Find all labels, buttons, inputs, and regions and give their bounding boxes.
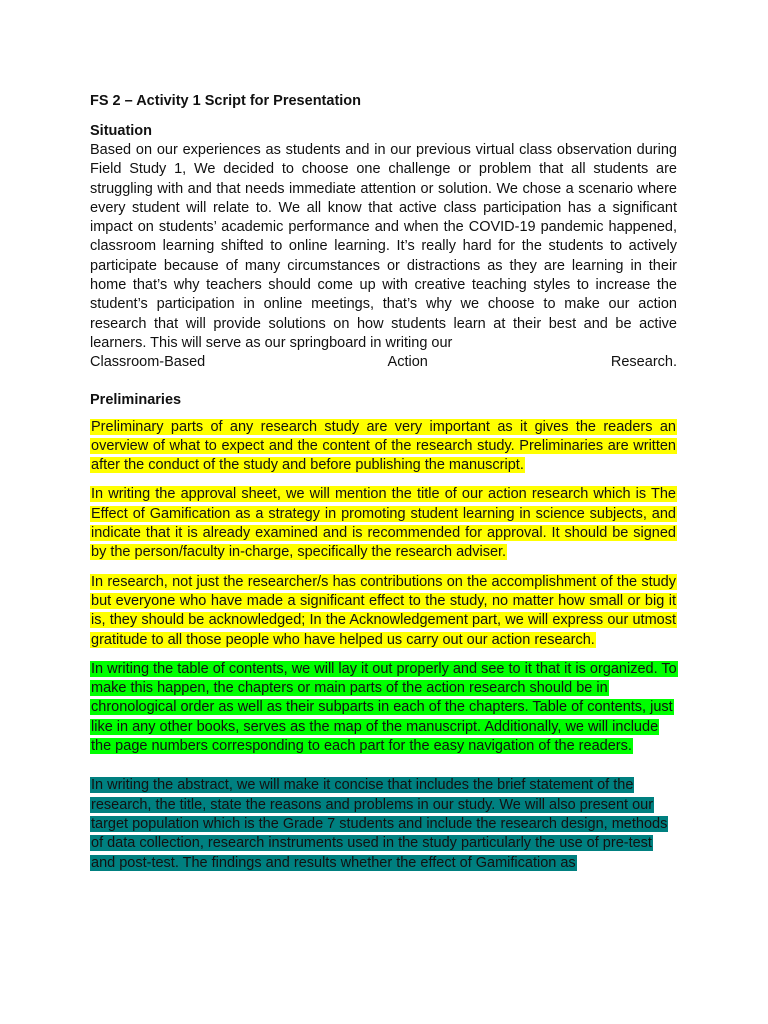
- document-title: FS 2 – Activity 1 Script for Presentation: [90, 93, 362, 109]
- highlighted-text: In writing the table of contents, we will lay it out properly and see to it that it is organized. To make this happen, the chapters or main parts of the action research should be in chronological order as well as their subparts in each of the chapters. Table of contents, just like in any other books, serves as the map of the manuscript. Additionally, we will include the page numbers corresponding to each part for the easy navigation of the readers.: [91, 660, 677, 755]
- preliminaries-paragraph-2: [90, 485, 677, 562]
- section-spacer: [90, 373, 677, 391]
- situation-heading: Situation: [90, 123, 153, 139]
- highlighted-text: In research, not just the researcher/s has contributions on the accomplishment of the study but everyone who have made a significant effect to the study, no matter how small or big it is, they should be acknowledged; In the Acknowledgement part, we will express our utmost gratitude to all those people who have helped us carry out our action research.: [91, 573, 676, 648]
- highlighted-text: In writing the approval sheet, we will mention the title of our action research which is The Effect of Gamification as a strategy in promoting student learning in science subjects, and indicate that it is already examined and is recommended for approval. It should be signed by the person/faculty in-charge, specifically the research adviser.: [91, 486, 676, 561]
- document-page: [90, 92, 677, 883]
- preliminaries-paragraph-1: [90, 418, 677, 476]
- situation-paragraph: Based on our experiences as students and in our previous virtual class observation during Field Study 1, We decided to choose one challenge or problem that all students are struggling with and that needs immediate attention or solution. We chose a scenario where every student will relate to. We all know that active class participation has a significant impact on students’ academic performance and when the COVID-19 pandemic happened, classroom learning shifted to online learning. It’s really hard for the students to actively participate because of many circumstances or distractions as they are learning in their home that’s why teachers should come up with creative teaching styles to increase the student’s participation in online meetings, that’s why we choose to make our action research that will provide solutions on how students learn at their best and be active learners. This will serve as our springboard in writing our: [90, 142, 677, 351]
- preliminaries-paragraph-3: [90, 573, 677, 650]
- highlighted-text: Preliminary parts of any research study are very important as it gives the readers an overview of what to expect and the content of the research study. Preliminaries are written after the conduct of the study and before publishing the manuscript.: [91, 418, 676, 474]
- heading-spacer: [90, 410, 677, 418]
- preliminaries-paragraph-5: [90, 776, 677, 872]
- situation-last-line: Classroom-Based Action Research.: [90, 354, 677, 371]
- preliminaries-paragraph-4: [90, 660, 677, 756]
- preliminaries-heading: Preliminaries: [90, 391, 182, 408]
- highlighted-text: In writing the abstract, we will make it concise that includes the brief statement of the research, the title, state the reasons and problems in our study. We will also present our target population which is the Grade 7 students and include the research design, methods of data collection, research instruments used in the study particularly the use of pre-test and post-test. The findings and results whether the effect of Gamification as: [91, 777, 668, 871]
